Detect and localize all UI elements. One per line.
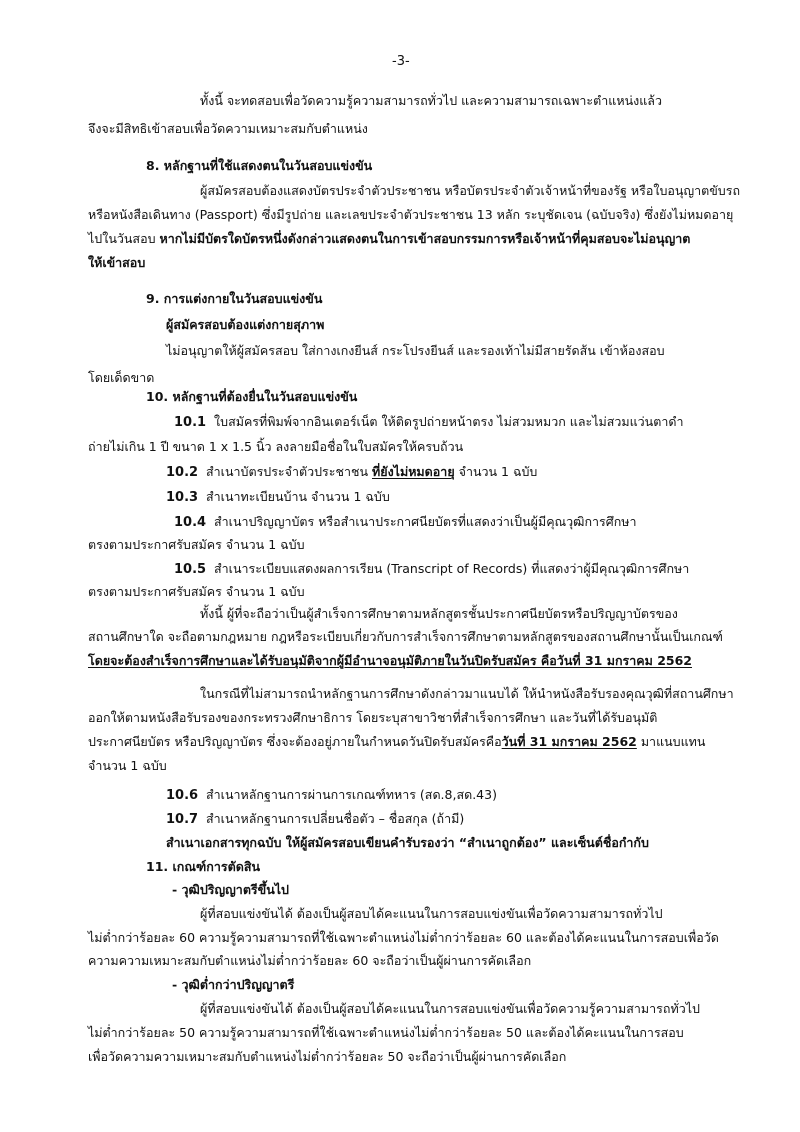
item-10-6-number: 10.6 <box>166 788 199 803</box>
section-8-line-1: ผู้สมัครสอบต้องแสดงบัตรประจำตัวประชาชน หรือบัตรประจำตัวเจ้าหน้าที่ของรัฐ หรือใบอนุญาตขับรถ <box>200 183 741 198</box>
note-2-line-3 <box>88 733 705 751</box>
note-2-line-3-post: มาแนบแทน <box>636 734 706 749</box>
note-2-line-4: จำนวน 1 ฉบับ <box>88 758 167 773</box>
item-10-7-number: 10.7 <box>166 812 199 827</box>
item-10-4-cont: ตรงตามประกาศรับสมัคร จำนวน 1 ฉบับ <box>88 537 305 552</box>
section-10-heading: 10. หลักฐานที่ต้องยื่นในวันสอบแข่งขัน <box>146 389 358 404</box>
item-10-5-text: สำเนาระเบียบแสดงผลการเรียน (Transcript of Records) ที่แสดงว่าผู้มีคุณวุฒิการศึกษา <box>214 561 690 576</box>
criteria-bachelor-line-3: ความความเหมาะสมกับตำแหน่งไม่ต่ำกว่าร้อยละ 60 จะถือว่าเป็นผู้ผ่านการคัดเลือก <box>88 953 532 968</box>
section-9-line-2: โดยเด็ดขาด <box>88 370 155 385</box>
item-10-5 <box>174 560 689 579</box>
item-10-3-text: สำเนาทะเบียนบ้าน จำนวน 1 ฉบับ <box>206 489 390 504</box>
note-2-line-2: ออกให้ตามหนังสือรับรองของกระทรวงศึกษาธิการ โดยระบุสาขาวิชาที่สำเร็จการศึกษา และวันที่ได้รับอนุมัติ <box>88 710 658 725</box>
page-number: -3- <box>392 54 410 69</box>
item-10-1-number: 10.1 <box>174 415 207 430</box>
item-10-4-text: สำเนาปริญญาบัตร หรือสำเนาประกาศนียบัตรที่แสดงว่าเป็นผู้มีคุณวุฒิการศึกษา <box>214 514 637 529</box>
item-10-6-text: สำเนาหลักฐานการผ่านการเกณฑ์ทหาร (สด.8,สด.43) <box>206 787 497 802</box>
item-10-2-text-post: จำนวน 1 ฉบับ <box>454 464 538 479</box>
section-8-heading: 8. หลักฐานที่ใช้แสดงตนในวันสอบแข่งขัน <box>146 158 373 173</box>
criteria-below-bachelor-line-1: ผู้ที่สอบแข่งขันได้ ต้องเป็นผู้สอบได้คะแนนในการสอบแข่งขันเพื่อวัดความรู้ความสามารถทั่วไป <box>200 1001 700 1016</box>
criteria-bachelor-title: - วุฒิปริญญาตรีขึ้นไป <box>172 882 289 897</box>
item-10-2-emphasis: ที่ยังไม่หมดอายุ <box>372 464 455 479</box>
item-10-2 <box>166 463 537 482</box>
item-10-4-number: 10.4 <box>174 515 207 530</box>
section-8-line-3-plain: ไปในวันสอบ <box>88 231 160 246</box>
item-10-7-text: สำเนาหลักฐานการเปลี่ยนชื่อตัว – ชื่อสกุล (ถ้ามี) <box>206 811 465 826</box>
criteria-bachelor-line-1: ผู้ที่สอบแข่งขันได้ ต้องเป็นผู้สอบได้คะแนนในการสอบแข่งขันเพื่อวัดความสามารถทั่วไป <box>200 906 663 921</box>
note-2-line-3-pre: ประกาศนียบัตร หรือปริญญาบัตร ซึ่งจะต้องอยู่ภายในกำหนดวันปิดรับสมัครคือ <box>88 734 502 749</box>
section-9-line-1: ไม่อนุญาตให้ผู้สมัครสอบ ใส่กางเกงยีนส์ กระโปรงยีนส์ และรองเท้าไม่มีสายรัดส้น เข้าห้องสอบ <box>166 343 665 358</box>
item-10-3-number: 10.3 <box>166 490 199 505</box>
note-1-deadline: โดยจะต้องสำเร็จการศึกษาและได้รับอนุมัติจากผู้มีอำนาจอนุมัติภายในวันปิดรับสมัคร คือวันที่ 31 มกราคม 2562 <box>88 653 692 668</box>
item-10-5-number: 10.5 <box>174 562 207 577</box>
note-2-line-1: ในกรณีที่ไม่สามารถนำหลักฐานการศึกษาดังกล่าวมาแนบได้ ให้นำหนังสือรับรองคุณวุฒิที่สถานศึกษา <box>200 686 734 701</box>
item-10-3 <box>166 488 390 507</box>
criteria-below-bachelor-line-3: เพื่อวัดความความเหมาะสมกับตำแหน่งไม่ต่ำกว่าร้อยละ 50 จะถือว่าเป็นผู้ผ่านการคัดเลือก <box>88 1049 567 1064</box>
item-10-5-cont: ตรงตามประกาศรับสมัคร จำนวน 1 ฉบับ <box>88 584 305 599</box>
item-10-2-number: 10.2 <box>166 465 199 480</box>
item-10-4 <box>174 513 637 532</box>
section-8-line-4: ให้เข้าสอบ <box>88 255 146 270</box>
note-2-deadline: วันที่ 31 มกราคม 2562 <box>501 734 637 749</box>
item-10-2-text-pre: สำเนาบัตรประจำตัวประชาชน <box>206 464 372 479</box>
note-1-line-1: ทั้งนี้ ผู้ที่จะถือว่าเป็นผู้สำเร็จการศึกษาตามหลักสูตรชั้นประกาศนียบัตรหรือปริญญาบัตรของ <box>200 606 678 621</box>
section-8-line-3 <box>88 230 690 248</box>
section-11-heading: 11. เกณฑ์การตัดสิน <box>146 859 261 874</box>
item-10-7 <box>166 810 464 829</box>
item-10-6 <box>166 786 497 805</box>
item-10-1-cont: ถ่ายไม่เกิน 1 ปี ขนาด 1 x 1.5 นิ้ว ลงลายมือชื่อในใบสมัครให้ครบถ้วน <box>88 439 464 454</box>
section-9-heading: 9. การแต่งกายในวันสอบแข่งขัน <box>146 291 323 306</box>
note-1-line-2: สถานศึกษาใด จะถือตามกฎหมาย กฎหรือระเบียบเกี่ยวกับการสำเร็จการศึกษาตามหลักสูตรของสถานศึกษานั้นเป็นเกณฑ์ <box>88 629 723 644</box>
criteria-below-bachelor-title: - วุฒิต่ำกว่าปริญญาตรี <box>172 977 295 992</box>
certify-note: สำเนาเอกสารทุกฉบับ ให้ผู้สมัครสอบเขียนคำรับรองว่า “สำเนาถูกต้อง” และเซ็นต์ชื่อกำกับ <box>166 835 649 850</box>
section-8-warning: หากไม่มีบัตรใดบัตรหนึ่งดังกล่าวแสดงตนในการเข้าสอบกรรมการหรือเจ้าหน้าที่คุมสอบจะไม่อนุญาต <box>159 231 691 246</box>
intro-line-2: จึงจะมีสิทธิเข้าสอบเพื่อวัดความเหมาะสมกับตำแหน่ง <box>88 121 368 136</box>
section-8-line-2: หรือหนังสือเดินทาง (Passport) ซึ่งมีรูปถ่าย และเลขประจำตัวประชาชน 13 หลัก ระบุชัดเจน (ฉบับจริง) ซึ่งยังไม่หมดอายุ <box>88 207 734 222</box>
criteria-bachelor-line-2: ไม่ต่ำกว่าร้อยละ 60 ความรู้ความสามารถที่ใช้เฉพาะตำแหน่งไม่ต่ำกว่าร้อยละ 60 และต้องได้คะแนนในการสอบเพื่อวัด <box>88 930 719 945</box>
item-10-1-text: ใบสมัครที่พิมพ์จากอินเตอร์เน็ต ให้ติดรูปถ่ายหน้าตรง ไม่สวมหมวก และไม่สวมแว่นตาดำ <box>214 414 684 429</box>
section-9-subheading: ผู้สมัครสอบต้องแต่งกายสุภาพ <box>166 317 325 332</box>
intro-line-1: ทั้งนี้ จะทดสอบเพื่อวัดความรู้ความสามารถทั่วไป และความสามารถเฉพาะตำแหน่งแล้ว <box>200 93 662 108</box>
item-10-1 <box>174 413 684 432</box>
criteria-below-bachelor-line-2: ไม่ต่ำกว่าร้อยละ 50 ความรู้ความสามารถที่ใช้เฉพาะตำแหน่งไม่ต่ำกว่าร้อยละ 50 และต้องได้คะแนนในการสอบ <box>88 1025 684 1040</box>
